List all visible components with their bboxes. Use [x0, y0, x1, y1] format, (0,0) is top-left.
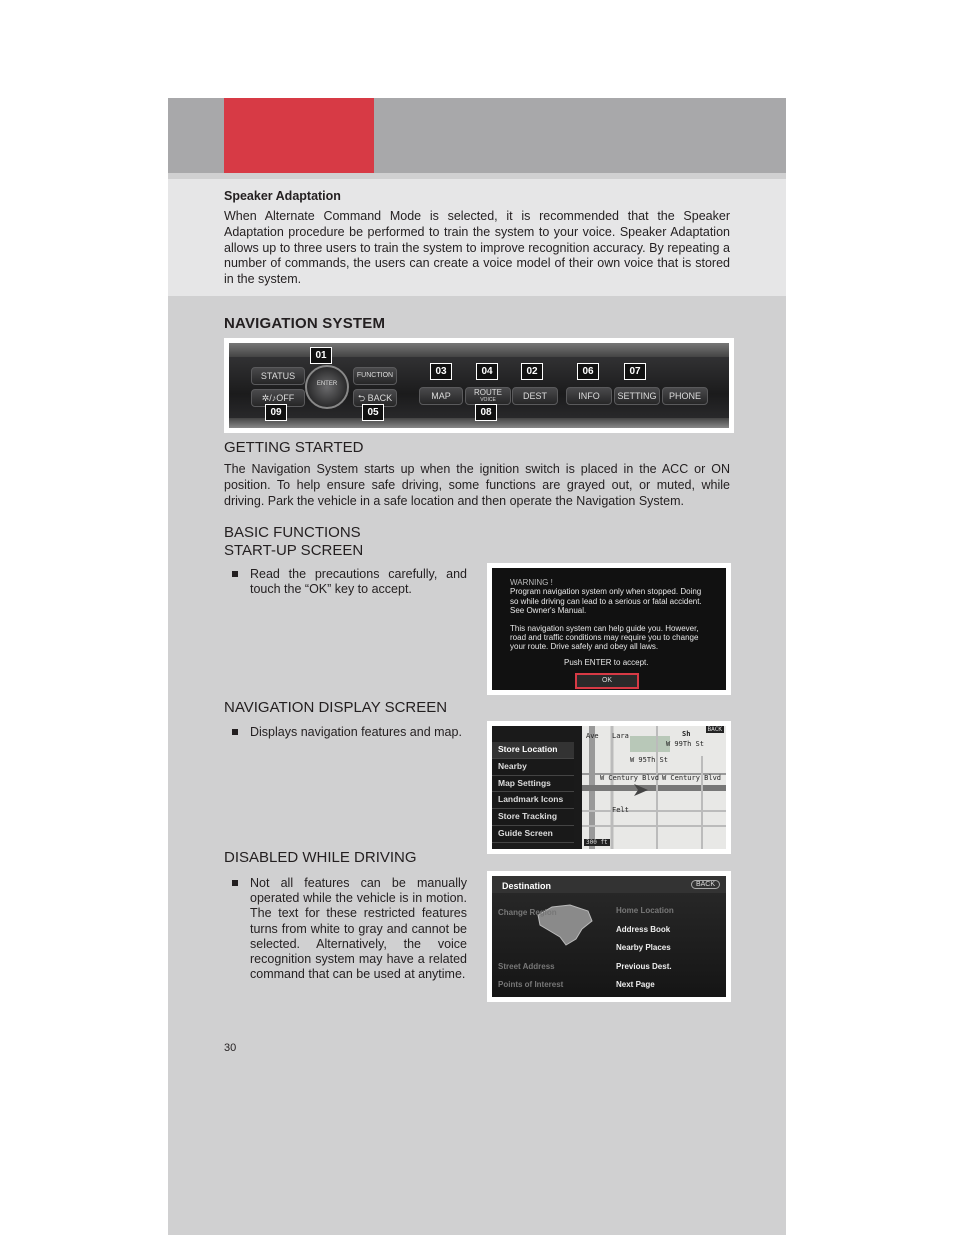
info-button[interactable]: INFO — [566, 387, 612, 405]
display-off-button[interactable]: ✲/♪OFF — [251, 389, 305, 407]
street-ave: Ave — [586, 732, 599, 740]
street-century-2: W Century Blvd — [662, 774, 722, 782]
enter-label: ENTER — [316, 381, 338, 387]
status-button[interactable]: STATUS — [251, 367, 305, 385]
street-felt: Felt — [612, 806, 629, 814]
startup-bullet-text: Read the precautions carefully, and touch the “OK” key to accept. — [250, 567, 467, 597]
menu-item-landmark-icons[interactable]: Landmark Icons — [492, 792, 574, 809]
warning-paragraph-2: This navigation system can help guide you. However, road and traffic conditions may require you to change your route. Drive safely and obey all laws. — [510, 623, 699, 652]
bullet-square — [232, 729, 238, 735]
dest-points-of-interest[interactable]: Points of Interest — [498, 980, 564, 989]
page-number: 30 — [224, 1042, 237, 1054]
back-button[interactable]: ⮌ BACK — [353, 389, 397, 407]
panel-top-trim — [229, 343, 729, 357]
callout-02: 02 — [521, 363, 543, 380]
callout-07: 07 — [624, 363, 646, 380]
map-area[interactable] — [582, 726, 726, 849]
getting-started-body: The Navigation System starts up when the ignition switch is placed in the ACC or ON position. To help ensure safe driving, some functions are grayed out, or muted, while driving. Park the vehicle in a safe location and then operate the Navigation System. — [224, 462, 730, 508]
header-red-tab — [224, 98, 374, 173]
nav-menu-list — [492, 742, 574, 843]
callout-09: 09 — [265, 404, 287, 421]
callout-03: 03 — [430, 363, 452, 380]
dest-previous-dest[interactable]: Previous Dest. — [616, 962, 672, 971]
route-label: ROUTE — [474, 388, 502, 397]
callout-01: 01 — [310, 347, 332, 364]
startup-screen-image — [487, 563, 731, 695]
basic-functions-title: BASIC FUNCTIONS — [224, 524, 361, 541]
navigation-display-image — [487, 721, 731, 854]
warning-title: WARNING ! — [510, 578, 553, 587]
street-sh: Sh — [682, 730, 691, 738]
street-95th: W 95Th St — [630, 756, 668, 764]
callout-05: 05 — [362, 404, 384, 421]
street-century: W Century Blvd — [600, 774, 660, 782]
route-voice-button[interactable] — [465, 387, 511, 405]
bullet-square — [232, 880, 238, 886]
street-99th: W 99Th St — [666, 740, 704, 748]
bullet-square — [232, 571, 238, 577]
setting-button[interactable]: SETTING — [614, 387, 660, 405]
warning-paragraph-1: Program navigation system only when stopped. Doing so while driving can lead to a serious or fatal accident. See Owner's Manual. — [510, 587, 702, 616]
push-enter-text: Push ENTER to accept. — [564, 657, 649, 667]
function-button[interactable]: FUNCTION — [353, 367, 397, 385]
dest-address-book[interactable]: Address Book — [616, 925, 671, 934]
navigation-display-title: NAVIGATION DISPLAY SCREEN — [224, 699, 448, 716]
map-scale[interactable]: 300 ft — [586, 839, 608, 846]
disabled-bullet — [232, 876, 467, 986]
disabled-bullet-text: Not all features can be manually operated while the vehicle is in motion. The text for these restricted features turns from white to gray and cannot be selected. Alternatively, the voice recognition system may have a related command that can be used at anytime. — [250, 876, 467, 982]
ok-button[interactable]: OK — [575, 673, 639, 689]
map-back-button[interactable]: BACK — [707, 726, 722, 733]
callout-06: 06 — [577, 363, 599, 380]
menu-item-guide-screen[interactable]: Guide Screen — [492, 826, 574, 843]
destination-screen-image — [487, 871, 731, 1002]
menu-item-store-tracking[interactable]: Store Tracking — [492, 809, 574, 826]
speaker-adaptation-body: When Alternate Command Mode is selected, it is recommended that the Speaker Adaptation procedure be performed to train the system to your voice. Speaker Adaptation allows up to three users to train the system to improve recognition accuracy. By repeating a number of commands, the users can create a voice model of their own voice that is stored in the system. — [224, 209, 730, 287]
startup-bullet — [232, 567, 467, 607]
map-button[interactable]: MAP — [419, 387, 463, 405]
speaker-adaptation-heading: Speaker Adaptation — [224, 189, 341, 203]
dest-change-region[interactable]: Change Region — [498, 908, 557, 917]
map-streets-svg — [582, 726, 726, 849]
enter-dial[interactable] — [305, 365, 349, 409]
menu-item-store-location[interactable]: Store Location — [492, 742, 574, 759]
dest-street-address[interactable]: Street Address — [498, 962, 555, 971]
nav-display-bullet-text: Displays navigation features and map. — [250, 725, 462, 739]
dest-button[interactable]: DEST — [512, 387, 558, 405]
callout-08: 08 — [475, 404, 497, 421]
dest-home-location[interactable]: Home Location — [616, 906, 674, 915]
callout-04: 04 — [476, 363, 498, 380]
nav-display-bullet — [232, 725, 467, 743]
navigation-system-title: NAVIGATION SYSTEM — [224, 315, 386, 332]
phone-button[interactable]: PHONE — [662, 387, 708, 405]
warning-text-block — [510, 578, 710, 667]
dest-next-page[interactable]: Next Page — [616, 980, 655, 989]
destination-back-button[interactable]: BACK — [691, 880, 720, 889]
menu-item-nearby[interactable]: Nearby — [492, 759, 574, 776]
getting-started-title: GETTING STARTED — [224, 439, 364, 456]
control-panel-image — [224, 338, 734, 433]
dest-nearby-places[interactable]: Nearby Places — [616, 943, 671, 952]
start-up-screen-title: START-UP SCREEN — [224, 542, 364, 559]
menu-item-map-settings[interactable]: Map Settings — [492, 776, 574, 793]
disabled-while-driving-title: DISABLED WHILE DRIVING — [224, 849, 417, 866]
destination-title: Destination — [502, 881, 552, 891]
voice-label: VOICE — [480, 397, 496, 403]
street-lara: Lara — [612, 732, 629, 740]
